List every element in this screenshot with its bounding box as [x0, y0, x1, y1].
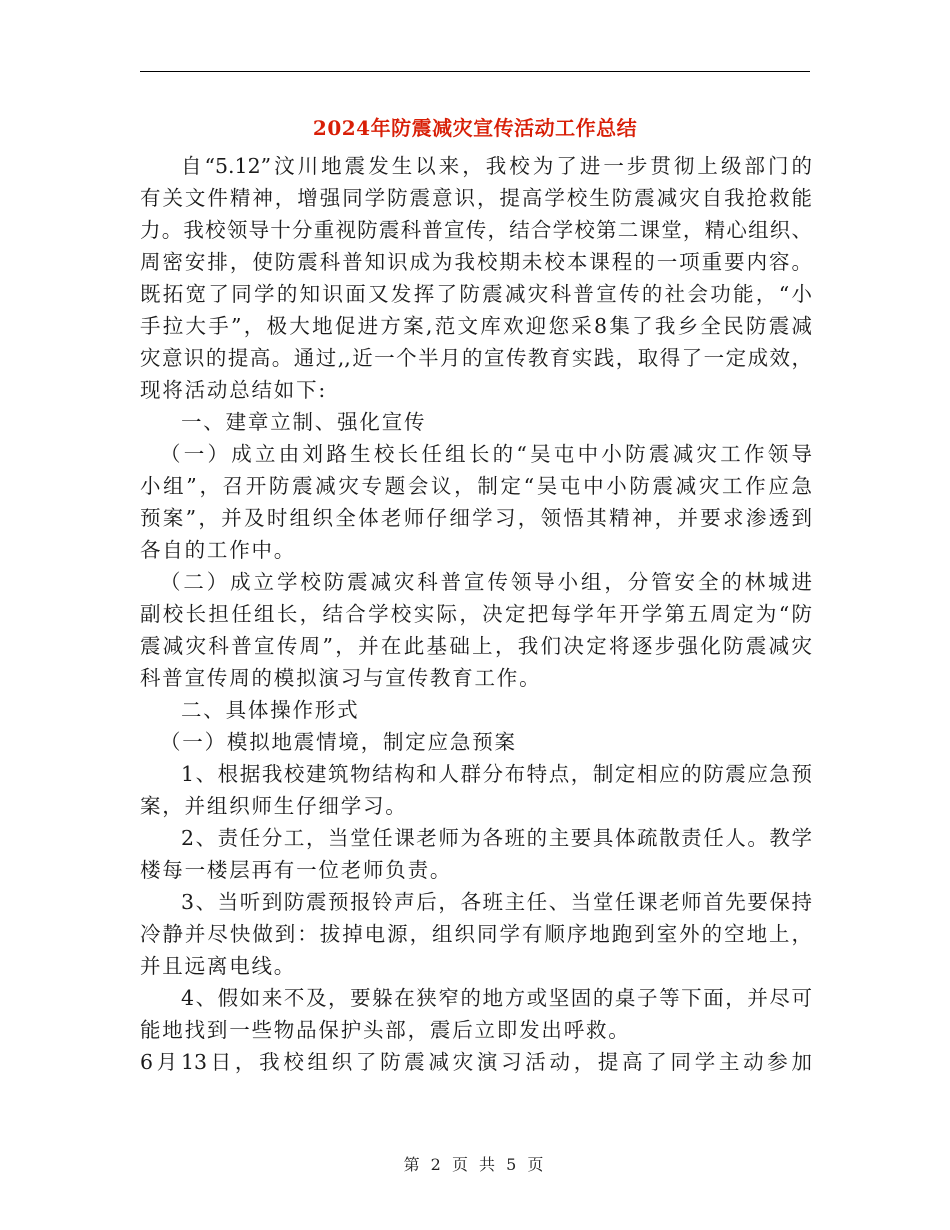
paragraph-line: 能地找到一些物品保护头部，震后立即发出呼救。: [140, 1018, 631, 1042]
section-heading: 二、具体操作形式: [181, 698, 360, 722]
paragraph-line: 1、根据我校建筑物结构和人群分布特点，制定相应的防震应急预: [181, 762, 812, 786]
paragraph-line: 灾意识的提高。通过,,近一个半月的宣传教育实践，取得了一定成效，: [140, 346, 812, 370]
document-body: [140, 150, 812, 1078]
header-rule: [140, 71, 810, 72]
document-title: 2024年防震减灾宣传活动工作总结: [312, 116, 638, 140]
paragraph-line: 有关文件精神，增强同学防震意识，提高学校生防震减灾自我抢救能: [140, 186, 812, 210]
paragraph-line: 手拉大手”，极大地促进方案,范文库欢迎您采8集了我乡全民防震减: [140, 314, 812, 338]
paragraph-line: 6月13日，我校组织了防震减灾演习活动，提高了同学主动参加: [140, 1050, 812, 1074]
page-number-footer: 第 2 页 共 5 页: [403, 1155, 547, 1174]
paragraph-line: 并且远离电线。: [140, 954, 297, 978]
paragraph-line: 科普宣传周的模拟演习与宣传教育工作。: [140, 666, 542, 690]
paragraph-line: 自“5.12”汶川地震发生以来，我校为了进一步贯彻上级部门的: [181, 154, 812, 178]
paragraph-line: 2、责任分工，当堂任课老师为各班的主要具体疏散责任人。教学: [181, 826, 812, 850]
paragraph-line: 震减灾科普宣传周”，并在此基础上，我们决定将逐步强化防震减灾: [140, 634, 812, 658]
paragraph-line: 副校长担任组长，结合学校实际，决定把每学年开学第五周定为“防: [140, 602, 812, 626]
paragraph-line: 小组”，召开防震减灾专题会议，制定“吴屯中小防震减灾工作应急: [140, 474, 812, 498]
paragraph-line: 力。我校领导十分重视防震科普宣传，结合学校第二课堂，精心组织、: [140, 218, 812, 242]
paragraph-line: 既拓宽了同学的知识面又发挥了防震减灾科普宣传的社会功能，“小: [140, 282, 812, 306]
paragraph-line: 楼每一楼层再有一位老师负责。: [140, 858, 453, 882]
section-heading: 一、建章立制、强化宣传: [181, 410, 427, 434]
paragraph-line: 预案”，并及时组织全体老师仔细学习，领悟其精神，并要求渗透到: [140, 506, 812, 530]
paragraph-line: （一）成立由刘路生校长任组长的“吴屯中小防震减灾工作领导: [160, 442, 812, 466]
paragraph-line: 3、当听到防震预报铃声后，各班主任、当堂任课老师首先要保持: [181, 890, 812, 914]
subsection-heading: （一）模拟地震情境，制定应急预案: [160, 730, 517, 754]
paragraph-line: 各自的工作中。: [140, 538, 297, 562]
paragraph-line: （二）成立学校防震减灾科普宣传领导小组，分管安全的林城进: [160, 570, 812, 594]
paragraph-line: 冷静并尽快做到：拔掉电源，组织同学有顺序地跑到室外的空地上，: [140, 922, 812, 946]
paragraph-line: 案，并组织师生仔细学习。: [140, 794, 408, 818]
paragraph-line: 周密安排，使防震科普知识成为我校期未校本课程的一项重要内容。: [140, 250, 812, 274]
paragraph-line: 现将活动总结如下:: [140, 378, 328, 402]
paragraph-line: 4、假如来不及，要躲在狭窄的地方或坚固的桌子等下面，并尽可: [181, 986, 812, 1010]
